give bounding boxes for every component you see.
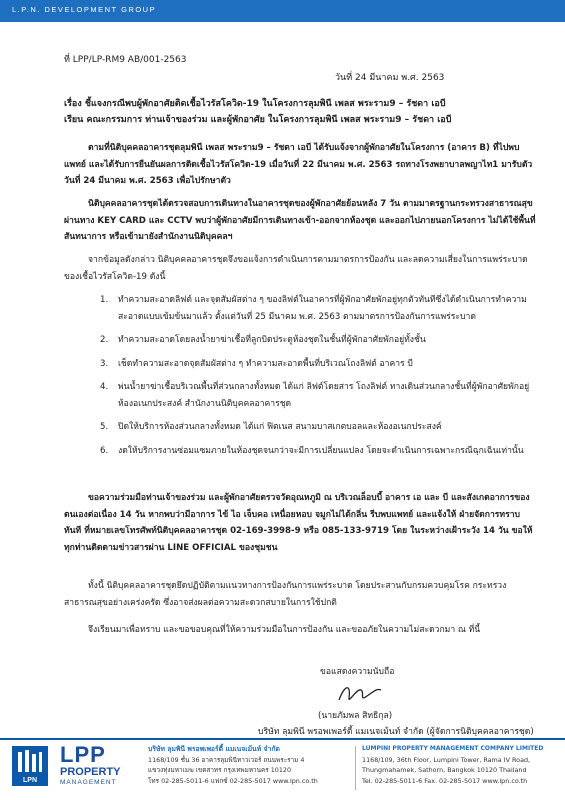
measures-list	[100, 292, 536, 466]
paragraph-3: จากข้อมูลดังกล่าว นิติบุคคลอาคารชุดจึงขอแจ้งการดำเนินการตามมาตรการป้องกัน และลดความเสี่ยงในการแพร่ระบาดของเชื้อไวรัสโควิด-19 ดังนี้	[64, 255, 528, 282]
reference-number: ที่ LPP/LP-RM9 AB/001-2563	[64, 55, 187, 65]
list-item	[100, 332, 536, 349]
item-text: พ่นน้ำยาฆ่าเชื้อบริเวณพื้นที่ส่วนกลางทั้งหมด ได้แก่ ลิฟต์โดยสาร โถงลิฟต์ ทางเดินส่วนกลางชั้นที่ผู้พักอาศัยพักอยู่ ห้องอเนกประสงค์ สำนักงานนิติบุคคลอาคารชุด	[118, 382, 530, 409]
address-thai	[148, 744, 348, 786]
list-item	[100, 292, 536, 325]
item-number: 4.	[100, 382, 109, 392]
lpn-logo	[12, 746, 48, 786]
list-item	[100, 443, 536, 460]
footer-separator	[355, 746, 356, 790]
lpp-logo	[60, 744, 121, 787]
header-bar	[0, 0, 565, 22]
brand-text: L.P.N. DEVELOPMENT GROUP	[12, 5, 157, 14]
closing-regards: ขอแสดงความนับถือ	[320, 667, 395, 677]
item-number: 5.	[100, 422, 109, 432]
subject-line: เรื่อง ชี้แจงกรณีพบผู้พักอาศัยติดเชื้อไวรัสโควิด-19 ในโครงการลุมพินี เพลส พระราม9 – รัชดา เอบี	[64, 99, 446, 109]
address-line: Thungmahamek, Sathorn, Bangkok 10120 Thailand	[362, 766, 527, 774]
letter-date: วันที่ 24 มีนาคม พ.ศ. 2563	[335, 73, 445, 83]
address-line: 1168/109, 36th Floor, Lumpini Tower, Rama IV Road,	[362, 755, 531, 764]
paragraph-5: ทั้งนี้ นิติบุคคลอาคารชุดยึดปฏิบัติตามแนวทางการป้องกันการแพร่ระบาด โดยประสานกับกรมควบคุมโรค กระทรวงสาธารณสุขอย่างเคร่งครัด ซึ่งอาจส่งผลต่อความสะดวกสบายในการใช้ปกติ	[64, 581, 507, 608]
paragraph-6: จึงเรียนมาเพื่อทราบ และขอขอบคุณที่ให้ความร่วมมือในการป้องกัน และขออภัยในความไม่สะดวกมา ณ ที่นี้	[88, 625, 481, 635]
lpp-logo-line2: MANAGEMENT	[60, 779, 117, 786]
item-text: ปิดให้บริการห้องส่วนกลางทั้งหมด ได้แก่ ฟิตเนส สนามบาสเกตบอลและห้องอเนกประสงค์	[118, 422, 442, 432]
signer-company: บริษัท ลุมพินี พรอพเพอร์ตี้ แมเนจเม้นท์ จำกัด (ผู้จัดการนิติบุคคลอาคารชุด)	[258, 727, 534, 737]
item-text: ทำความสะอาดโดยลงน้ำยาฆ่าเชื้อที่ลูกบิดประตูห้องชุดในชั้นที่ผู้พักอาศัยพักอยู่ทั้งชั้น	[118, 335, 426, 345]
item-number: 1.	[100, 295, 109, 305]
lpn-logo-icon	[12, 746, 48, 786]
recipient-line: เรียน คณะกรรมการ ท่านเจ้าของร่วม และผู้พักอาศัย ในโครงการลุมพินี เพลส พระราม9 – รัชดา เอบี	[64, 115, 452, 125]
paragraph-2: นิติบุคคลอาคารชุดได้ตรวจสอบการเดินทางในอาคารชุดของผู้พักอาศัยย้อนหลัง 7 วัน ตามมาตรฐานกระทรวงสาธารณสุข ผ่านทาง KEY CARD และ CCTV พบว่าผู้พักอาศัยมีการเดินทางเข้า-ออกจากห้องชุด และออกไปภายนอกโครงการ ไม่ได้ใช้พื้นที่สันทนาการ หรือเข้ามายังสำนักงานนิติบุคคลฯ	[64, 199, 536, 242]
item-number: 6.	[100, 445, 109, 456]
paragraph-1: ตามที่นิติบุคคลอาคารชุดลุมพินี เพลส พระราม9 – รัชดา เอบี ได้รับแจ้งจากผู้พักอาศัยในโครงการ (อาคาร B) ที่ไปพบแพทย์ และได้รับการยืนยันผลการติดเชื้อไวรัสโควิด-19 เมื่อวันที่ 22 มีนาคม พ.ศ. 2563 รถทางโรงพยาบาลพญาไท1 มารับตัววันที่ 24 มีนาคม พ.ศ. 2563 เพื่อไปรักษาตัว	[64, 143, 533, 186]
item-number: 3.	[100, 358, 109, 369]
company-name-english: LUMPINI PROPERTY MANAGEMENT COMPANY LIMITED	[362, 745, 544, 752]
footer-divider	[0, 738, 565, 740]
subject-block	[64, 96, 534, 128]
item-number: 2.	[100, 335, 109, 345]
item-text: เช็ดทำความสะอาดจุดสัมผัสต่าง ๆ ทำความสะอาดพื้นที่บริเวณโถงลิฟต์ อาคาร บี	[118, 358, 413, 369]
paragraph-4: ขอความร่วมมือท่านเจ้าของร่วม และผู้พักอาศัยตรวจวัดอุณหภูมิ ณ บริเวณล็อบบี้ อาคาร เอ และ บี และสังเกตอาการของตนเองต่อเนื่อง 14 วัน หากพบว่ามีอาการ ไข้ ไอ เจ็บคอ เหนื่อยหอบ จมูกไม่ได้กลิ่น รีบพบแพทย์ และแจ้งให้ ฝ่ายจัดการทราบทันที ที่หมายเลขโทรศัพท์นิติบุคคลอาคารชุด 02-169-3998-9 หรือ 085-133-9719 โดย ในระหว่างเฝ้าระวัง 14 วัน ขอให้ทุกท่านติดตามข่าวสารผ่าน LINE OFFICIAL ของชุมชน	[64, 493, 533, 553]
list-item	[100, 356, 536, 373]
lpp-logo-big: LPP	[60, 742, 106, 767]
list-item	[100, 419, 536, 436]
item-text: ทำความสะอาดลิฟต์ และจุดสัมผัสต่าง ๆ ของลิฟต์ในอาคารที่ผู้พักอาศัยพักอยู่ทุกตัวทันทีซึ่งได้ดำเนินการทำความสะอาดแบบเข้มข้นมาแล้ว ตั้งแต่วันที่ 25 มีนาคม พ.ศ. 2563 ตามมาตรการป้องกันการแพร่ระบาด	[118, 295, 527, 322]
contact-line: Tel. 02-285-5011-6 Fax. 02-285-5017 www.lpn.co.th	[362, 776, 528, 785]
lpp-logo-line1: PROPERTY	[60, 766, 121, 778]
list-item	[100, 379, 536, 412]
address-line: 1168/109 ชั้น 36 อาคารลุมพินีทาวเวอร์ ถนนพระราม 4	[148, 755, 305, 764]
company-name-thai: บริษัท ลุมพินี พรอพเพอร์ตี้ แมเนจเม้นท์ จำกัด	[148, 745, 280, 753]
lpn-logo-text: LPN	[23, 777, 37, 784]
address-line: แขวงทุ่งมหาเมฆ เขตสาทร กรุงเทพมหานคร 10120	[148, 766, 292, 774]
address-english	[362, 744, 560, 786]
signature-image	[335, 680, 385, 706]
contact-line: โทร 02-285-5011-6 แฟกซ์ 02-285-5017 www.lpn.co.th	[148, 776, 318, 785]
item-text: งดให้บริการงานซ่อมแซมภายในห้องชุดจนกว่าจะมีการเปลี่ยนแปลง โดยจะดำเนินการเฉพาะกรณีฉุกเฉินเท่านั้น	[118, 445, 524, 456]
signer-name: (นายภัมพล สิทธิกุล)	[318, 711, 393, 721]
